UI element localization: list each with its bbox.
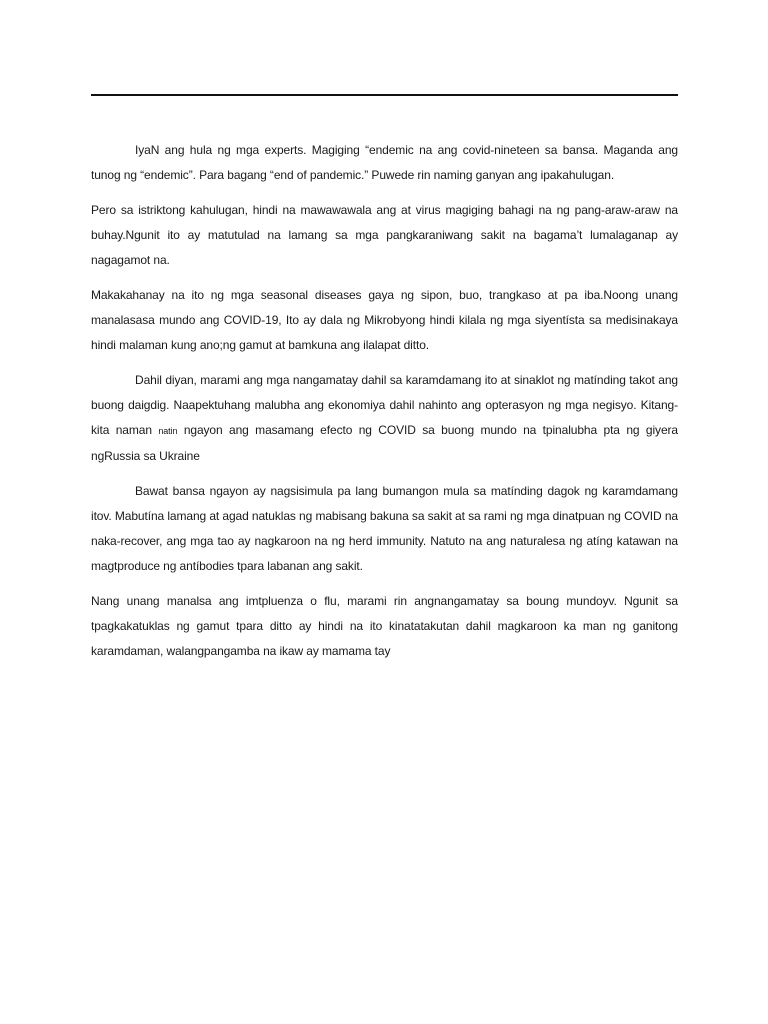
paragraph-1: IyaN ang hula ng mga experts. Magiging “endemic na ang covid-nineteen sa bansa. Maganda ang tunog ng “endemic”. Para bagang “end of pandemic.” Puwede rin naming ganyan ang ipakahulugan. bbox=[91, 143, 678, 182]
paragraph-3: Makakahanay na ito ng mga seasonal diseases gaya ng sipon, buo, trangkaso at pa iba.Noong unang manalasasa mundo ang COVID-19, Ito ay dala ng Mikrobyong hindi kilala ng mga siyentísta sa medisinakaya hindi malaman kung ano;ng gamut at bamkuna ang ilalapat ditto. bbox=[91, 288, 678, 352]
paragraph-4-small-word: natin bbox=[158, 426, 178, 436]
header-rule bbox=[91, 94, 678, 96]
paragraph-5: Bawat bansa ngayon ay nagsisimula pa lang bumangon mula sa matínding dagok ng karamdamang itov. Mabutína lamang at agad natuklas ng mabisang bakuna sa sakit at sa rami ng mga dinatpuan ng COVID na naka-recover, ang mga tao ay nagkaroon na ng herd immunity. Natuto na ang naturalesa ng atíng katawan na magtproduce ng antíbodies tpara labanan ang sakit. bbox=[91, 484, 678, 573]
paragraph-4 bbox=[91, 368, 678, 469]
document-body bbox=[91, 138, 678, 674]
paragraph-4-text-before: Dahil diyan, marami ang mga nangamatay dahil sa karamdamang ito at sinaklot ng matínding takot ang buong daigdig. Naapektuhang malubha ang ekonomiya dahil nahinto ang opterasyon ng mga negisyo. Kitang- kita naman bbox=[91, 373, 678, 437]
paragraph-6: Nang unang manalsa ang imtpluenza o flu, marami rin angnangamatay sa boung mundoyv. Ngunit sa tpagkakatuklas ng gamut tpara ditto ay hindi na ito kinatatakutan dahil magkaroon ka man ng ganitong karamdaman, walangpangamba na ikaw ay mamama tay bbox=[91, 594, 678, 658]
paragraph-2: Pero sa istriktong kahulugan, hindi na mawawawala ang at virus magiging bahagi na ng pang-araw-araw na buhay.Ngunit ito ay matutulad na lamang sa mga pangkaraniwang sakit na bagama’t lumalaganap ay nagagamot na. bbox=[91, 203, 678, 267]
paragraph-4-text-after: ngayon ang masamang efecto ng COVID sa buong mundo na tpinalubha pta ng giyera ngRussia sa Ukraine bbox=[91, 423, 678, 463]
